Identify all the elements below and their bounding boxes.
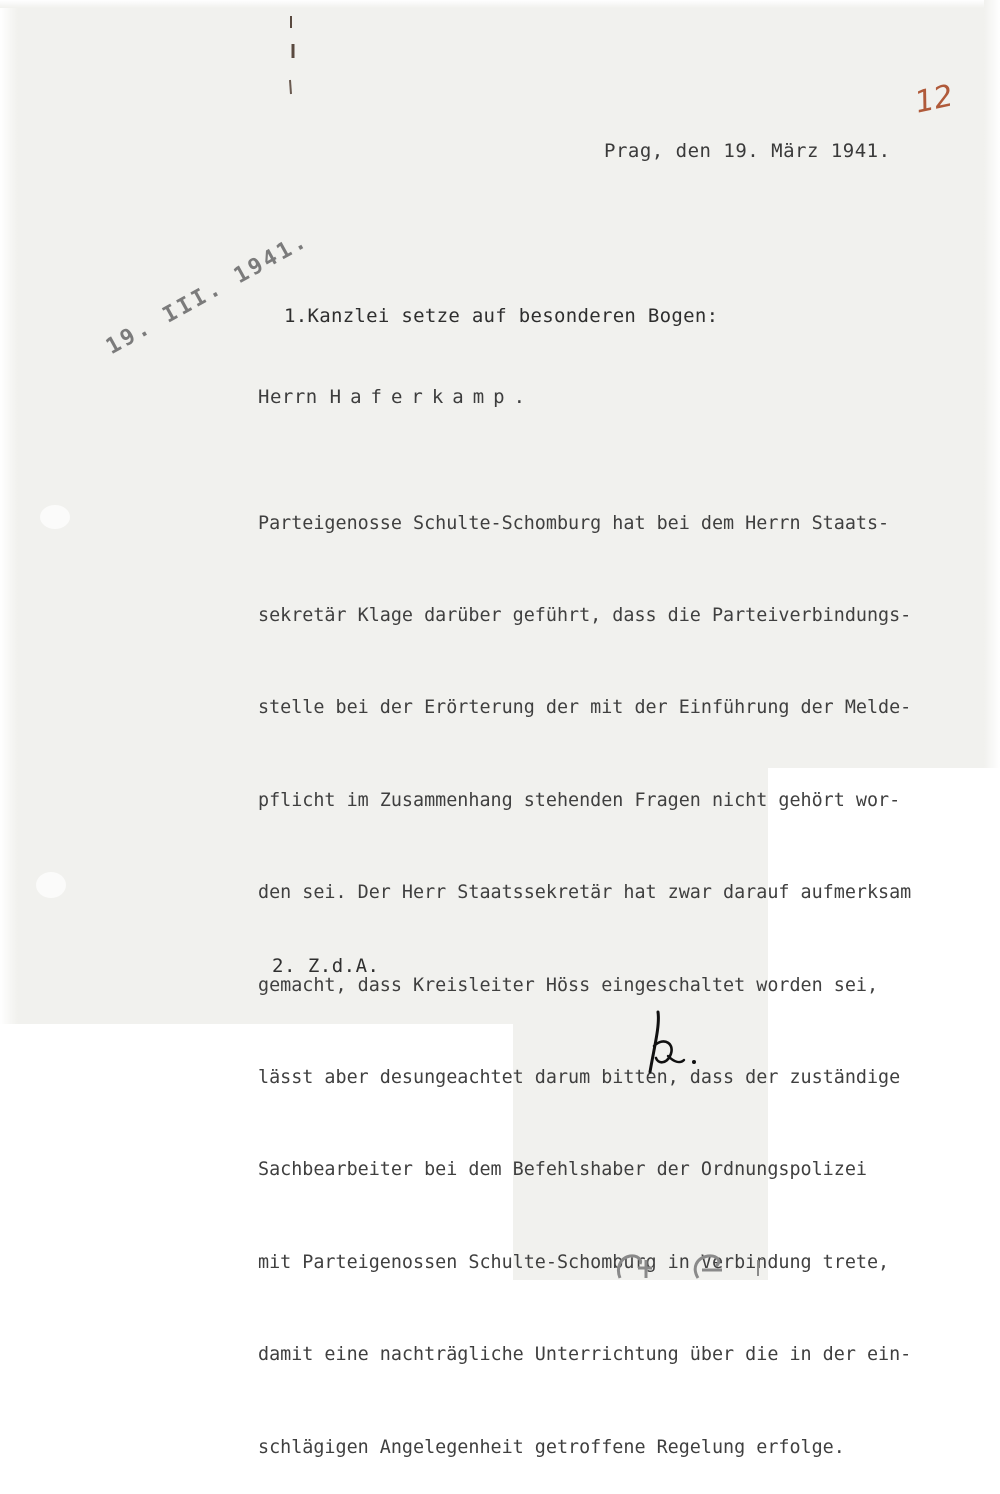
body-line: Parteigenosse Schulte-Schomburg hat bei dem Herrn Staats- [258,512,890,534]
partial-stamp-icon [612,1250,768,1280]
body-line: den sei. Der Herr Staatssekretär hat zwar darauf aufmerksam [258,882,912,904]
handwritten-page-number: 12 [911,78,957,121]
body-line: sekretär Klage darüber geführt, dass die Parteiverbindungs- [258,604,912,626]
addressee-line [258,386,534,408]
body-line: lässt aber desungeachtet darum bitten, dass der zuständige [258,1066,901,1088]
body-line: gemacht, dass Kreisleiter Höss eingeschaltet worden sei, [258,974,879,996]
instruction-item-2: 2. Z.d.A. [272,955,380,977]
page-top-edge [0,0,1000,8]
body-line: damit eine nachträgliche Unterrichtung über die in der ein- [258,1344,912,1366]
addressee-prefix: Herrn [258,386,318,408]
paper-damage-spot [36,872,66,898]
paper-damage-spot [40,505,70,529]
handwritten-signature-icon [644,1006,704,1078]
addressee-name: Haferkamp. [329,386,535,408]
body-line: mit Parteigenossen Schulte-Schomburg in Verbindung trete, [258,1251,890,1273]
instruction-item-1: 1.Kanzlei setze auf besonderen Bogen: [284,305,719,327]
body-line: pflicht im Zusammenhang stehenden Fragen nicht gehört wor- [258,789,901,811]
date-line: Prag, den 19. März 1941. [604,140,891,162]
body-line: Sachbearbeiter bei dem Befehlshaber der Ordnungspolizei [258,1159,867,1181]
body-line: schlägigen Angelegenheit getroffene Regelung erfolge. [258,1436,845,1458]
page-right-edge [984,0,1000,768]
page-left-edge [0,0,18,1024]
staple-mark-icon [287,14,297,96]
received-date-stamp: 19. III. 1941. [102,227,314,360]
body-line: stelle bei der Erörterung der mit der Einführung der Melde- [258,697,912,719]
